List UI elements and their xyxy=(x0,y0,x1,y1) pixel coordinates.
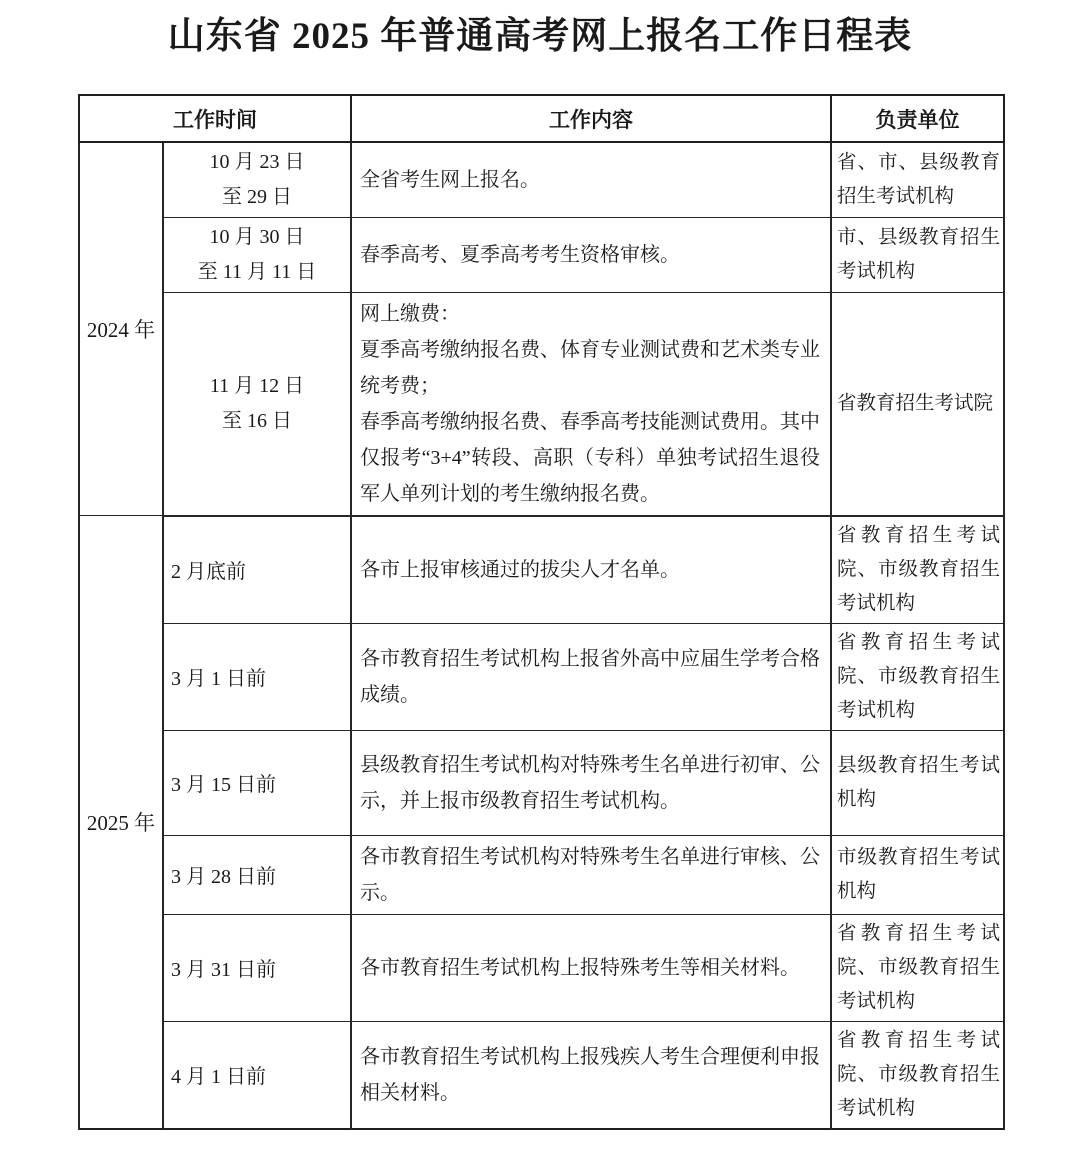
unit-cell: 省教育招生考试院、市级教育招生考试机构 xyxy=(831,1021,1004,1129)
header-unit-cell: 负责单位 xyxy=(831,95,1004,142)
page-title: 山东省 2025 年普通高考网上报名工作日程表 xyxy=(167,16,913,57)
table-row xyxy=(79,623,1004,730)
time-cell: 3 月 31 日前 xyxy=(163,914,351,1021)
time-cell: 4 月 1 日前 xyxy=(163,1021,351,1129)
table-row xyxy=(79,914,1004,1021)
time-cell: 2 月底前 xyxy=(163,516,351,624)
time-line: 10 月 23 日 xyxy=(209,150,305,173)
year-cell-2025: 2025 年 xyxy=(79,516,163,1129)
table-row xyxy=(79,217,1004,292)
content-cell: 全省考生网上报名。 xyxy=(351,142,831,217)
time-cell xyxy=(163,292,351,516)
content-cell xyxy=(351,292,831,516)
time-cell xyxy=(163,142,351,217)
unit-cell: 省教育招生考试院、市级教育招生考试机构 xyxy=(831,623,1004,730)
content-cell: 县级教育招生考试机构对特殊考生名单进行初审、公示，并上报市级教育招生考试机构。 xyxy=(351,730,831,835)
table-row xyxy=(79,142,1004,217)
unit-cell: 市、县级教育招生考试机构 xyxy=(831,217,1004,292)
time-line: 11 月 12 日 xyxy=(209,374,305,397)
unit-cell: 市级教育招生考试机构 xyxy=(831,835,1004,914)
unit-cell: 省教育招生考试院 xyxy=(831,292,1004,516)
time-cell: 3 月 1 日前 xyxy=(163,623,351,730)
content-cell: 各市教育招生考试机构对特殊考生名单进行审核、公示。 xyxy=(351,835,831,914)
content-paragraph: 夏季高考缴纳报名费、体育专业测试费和艺术类专业统考费； xyxy=(360,338,820,397)
time-line: 10 月 30 日 xyxy=(209,225,305,248)
header-time-cell: 工作时间 xyxy=(79,95,351,142)
content-cell: 各市教育招生考试机构上报特殊考生等相关材料。 xyxy=(351,914,831,1021)
time-cell: 3 月 15 日前 xyxy=(163,730,351,835)
content-paragraph: 春季高考缴纳报名费、春季高考技能测试费用。其中仅报考“3+4”转段、高职（专科）单独考试招生退役军人单列计划的考生缴纳报名费。 xyxy=(360,410,820,505)
year-cell-2024: 2024 年 xyxy=(79,142,163,516)
content-cell: 春季高考、夏季高考考生资格审核。 xyxy=(351,217,831,292)
unit-cell: 县级教育招生考试机构 xyxy=(831,730,1004,835)
table-row xyxy=(79,835,1004,914)
table-row xyxy=(79,730,1004,835)
time-cell xyxy=(163,217,351,292)
header-row xyxy=(79,95,1004,142)
time-cell: 3 月 28 日前 xyxy=(163,835,351,914)
time-line: 至 29 日 xyxy=(222,185,292,208)
header-content-cell: 工作内容 xyxy=(351,95,831,142)
time-line: 至 16 日 xyxy=(222,409,292,432)
unit-cell: 省教育招生考试院、市级教育招生考试机构 xyxy=(831,516,1004,624)
unit-cell: 省、市、县级教育招生考试机构 xyxy=(831,142,1004,217)
content-cell: 各市上报审核通过的拔尖人才名单。 xyxy=(351,516,831,624)
content-paragraph: 网上缴费： xyxy=(360,302,460,325)
content-cell: 各市教育招生考试机构上报残疾人考生合理便利申报相关材料。 xyxy=(351,1021,831,1129)
schedule-table xyxy=(78,94,1005,1130)
table-row xyxy=(79,292,1004,516)
unit-cell: 省教育招生考试院、市级教育招生考试机构 xyxy=(831,914,1004,1021)
content-cell: 各市教育招生考试机构上报省外高中应届生学考合格成绩。 xyxy=(351,623,831,730)
table-row xyxy=(79,516,1004,624)
time-line: 至 11 月 11 日 xyxy=(197,260,317,283)
table-row xyxy=(79,1021,1004,1129)
